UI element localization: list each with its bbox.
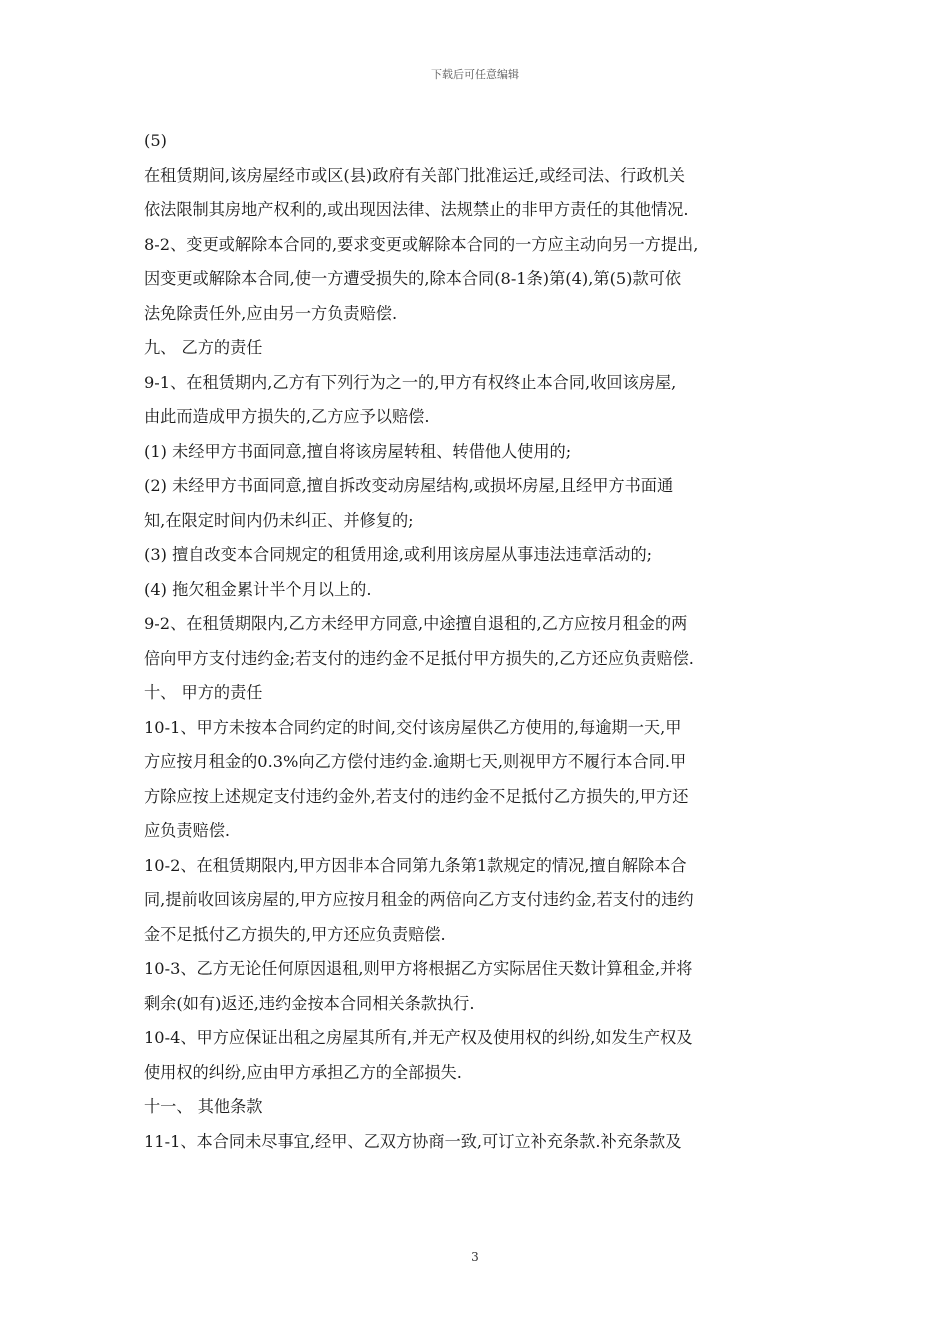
page-number: 3	[471, 1250, 479, 1264]
text-line: 法免除责任外,应由另一方负责赔偿.	[144, 303, 398, 323]
text-line: 9-2、在租赁期限内,乙方未经甲方同意,中途擅自退租的,乙方应按月租金的两	[144, 614, 688, 633]
page-header: 下载后可任意编辑	[431, 68, 519, 81]
text-line: 10-3、乙方无论任何原因退租,则甲方将根据乙方实际居住天数计算租金,并将	[144, 959, 693, 978]
text-line: 因变更或解除本合同,使一方遭受损失的,除本合同(8-1条)第(4),第(5)款可依	[144, 269, 682, 288]
section-heading: 十、 甲方的责任	[144, 683, 263, 702]
text-line: 10-1、甲方未按本合同约定的时间,交付该房屋供乙方使用的,每逾期一天,甲	[144, 717, 682, 737]
text-line: 同,提前收回该房屋的,甲方应按月租金的两倍向乙方支付违约金,若支付的违约	[144, 890, 694, 909]
text-line: 11-1、本合同未尽事宜,经甲、乙双方协商一致,可订立补充条款.补充条款及	[144, 1131, 682, 1151]
document-body	[144, 124, 814, 1159]
text-line: (2) 未经甲方书面同意,擅自拆改变动房屋结构,或损坏房屋,且经甲方书面通	[144, 476, 674, 495]
section-heading: 十一、 其他条款	[144, 1097, 263, 1116]
text-line: 知,在限定时间内仍未纠正、并修复的;	[144, 510, 414, 530]
text-line: 10-2、在租赁期限内,甲方因非本合同第九条第1款规定的情况,擅自解除本合	[144, 855, 687, 875]
text-line: 在租赁期间,该房屋经市或区(县)政府有关部门批准运迁,或经司法、行政机关	[144, 165, 685, 185]
text-line: (3) 擅自改变本合同规定的租赁用途,或利用该房屋从事违法违章活动的;	[144, 545, 653, 564]
text-line: 金不足抵付乙方损失的,甲方还应负责赔偿.	[144, 924, 446, 944]
text-line: (5)	[144, 131, 167, 150]
text-line: (1) 未经甲方书面同意,擅自将该房屋转租、转借他人使用的;	[144, 441, 572, 461]
text-line: 倍向甲方支付违约金;若支付的违约金不足抵付甲方损失的,乙方还应负责赔偿.	[144, 648, 694, 668]
section-heading: 九、 乙方的责任	[144, 338, 263, 357]
text-line: 方除应按上述规定支付违约金外,若支付的违约金不足抵付乙方损失的,甲方还	[144, 786, 689, 806]
text-line: 应负责赔偿.	[144, 821, 231, 840]
text-line: 10-4、甲方应保证出租之房屋其所有,并无产权及使用权的纠纷,如发生产权及	[144, 1028, 693, 1047]
text-line: (4) 拖欠租金累计半个月以上的.	[144, 579, 372, 599]
text-line: 方应按月租金的0.3%向乙方偿付违约金.逾期七天,则视甲方不履行本合同.甲	[144, 752, 687, 771]
text-line: 依法限制其房地产权利的,或出现因法律、法规禁止的非甲方责任的其他情况.	[144, 200, 689, 219]
text-line: 由此而造成甲方损失的,乙方应予以赔偿.	[144, 407, 430, 426]
text-line: 使用权的纠纷,应由甲方承担乙方的全部损失.	[144, 1062, 462, 1082]
text-line: 8-2、变更或解除本合同的,要求变更或解除本合同的一方应主动向另一方提出,	[144, 234, 699, 254]
text-line: 9-1、在租赁期内,乙方有下列行为之一的,甲方有权终止本合同,收回该房屋,	[144, 372, 677, 392]
text-line: 剩余(如有)返还,违约金按本合同相关条款执行.	[144, 993, 475, 1013]
